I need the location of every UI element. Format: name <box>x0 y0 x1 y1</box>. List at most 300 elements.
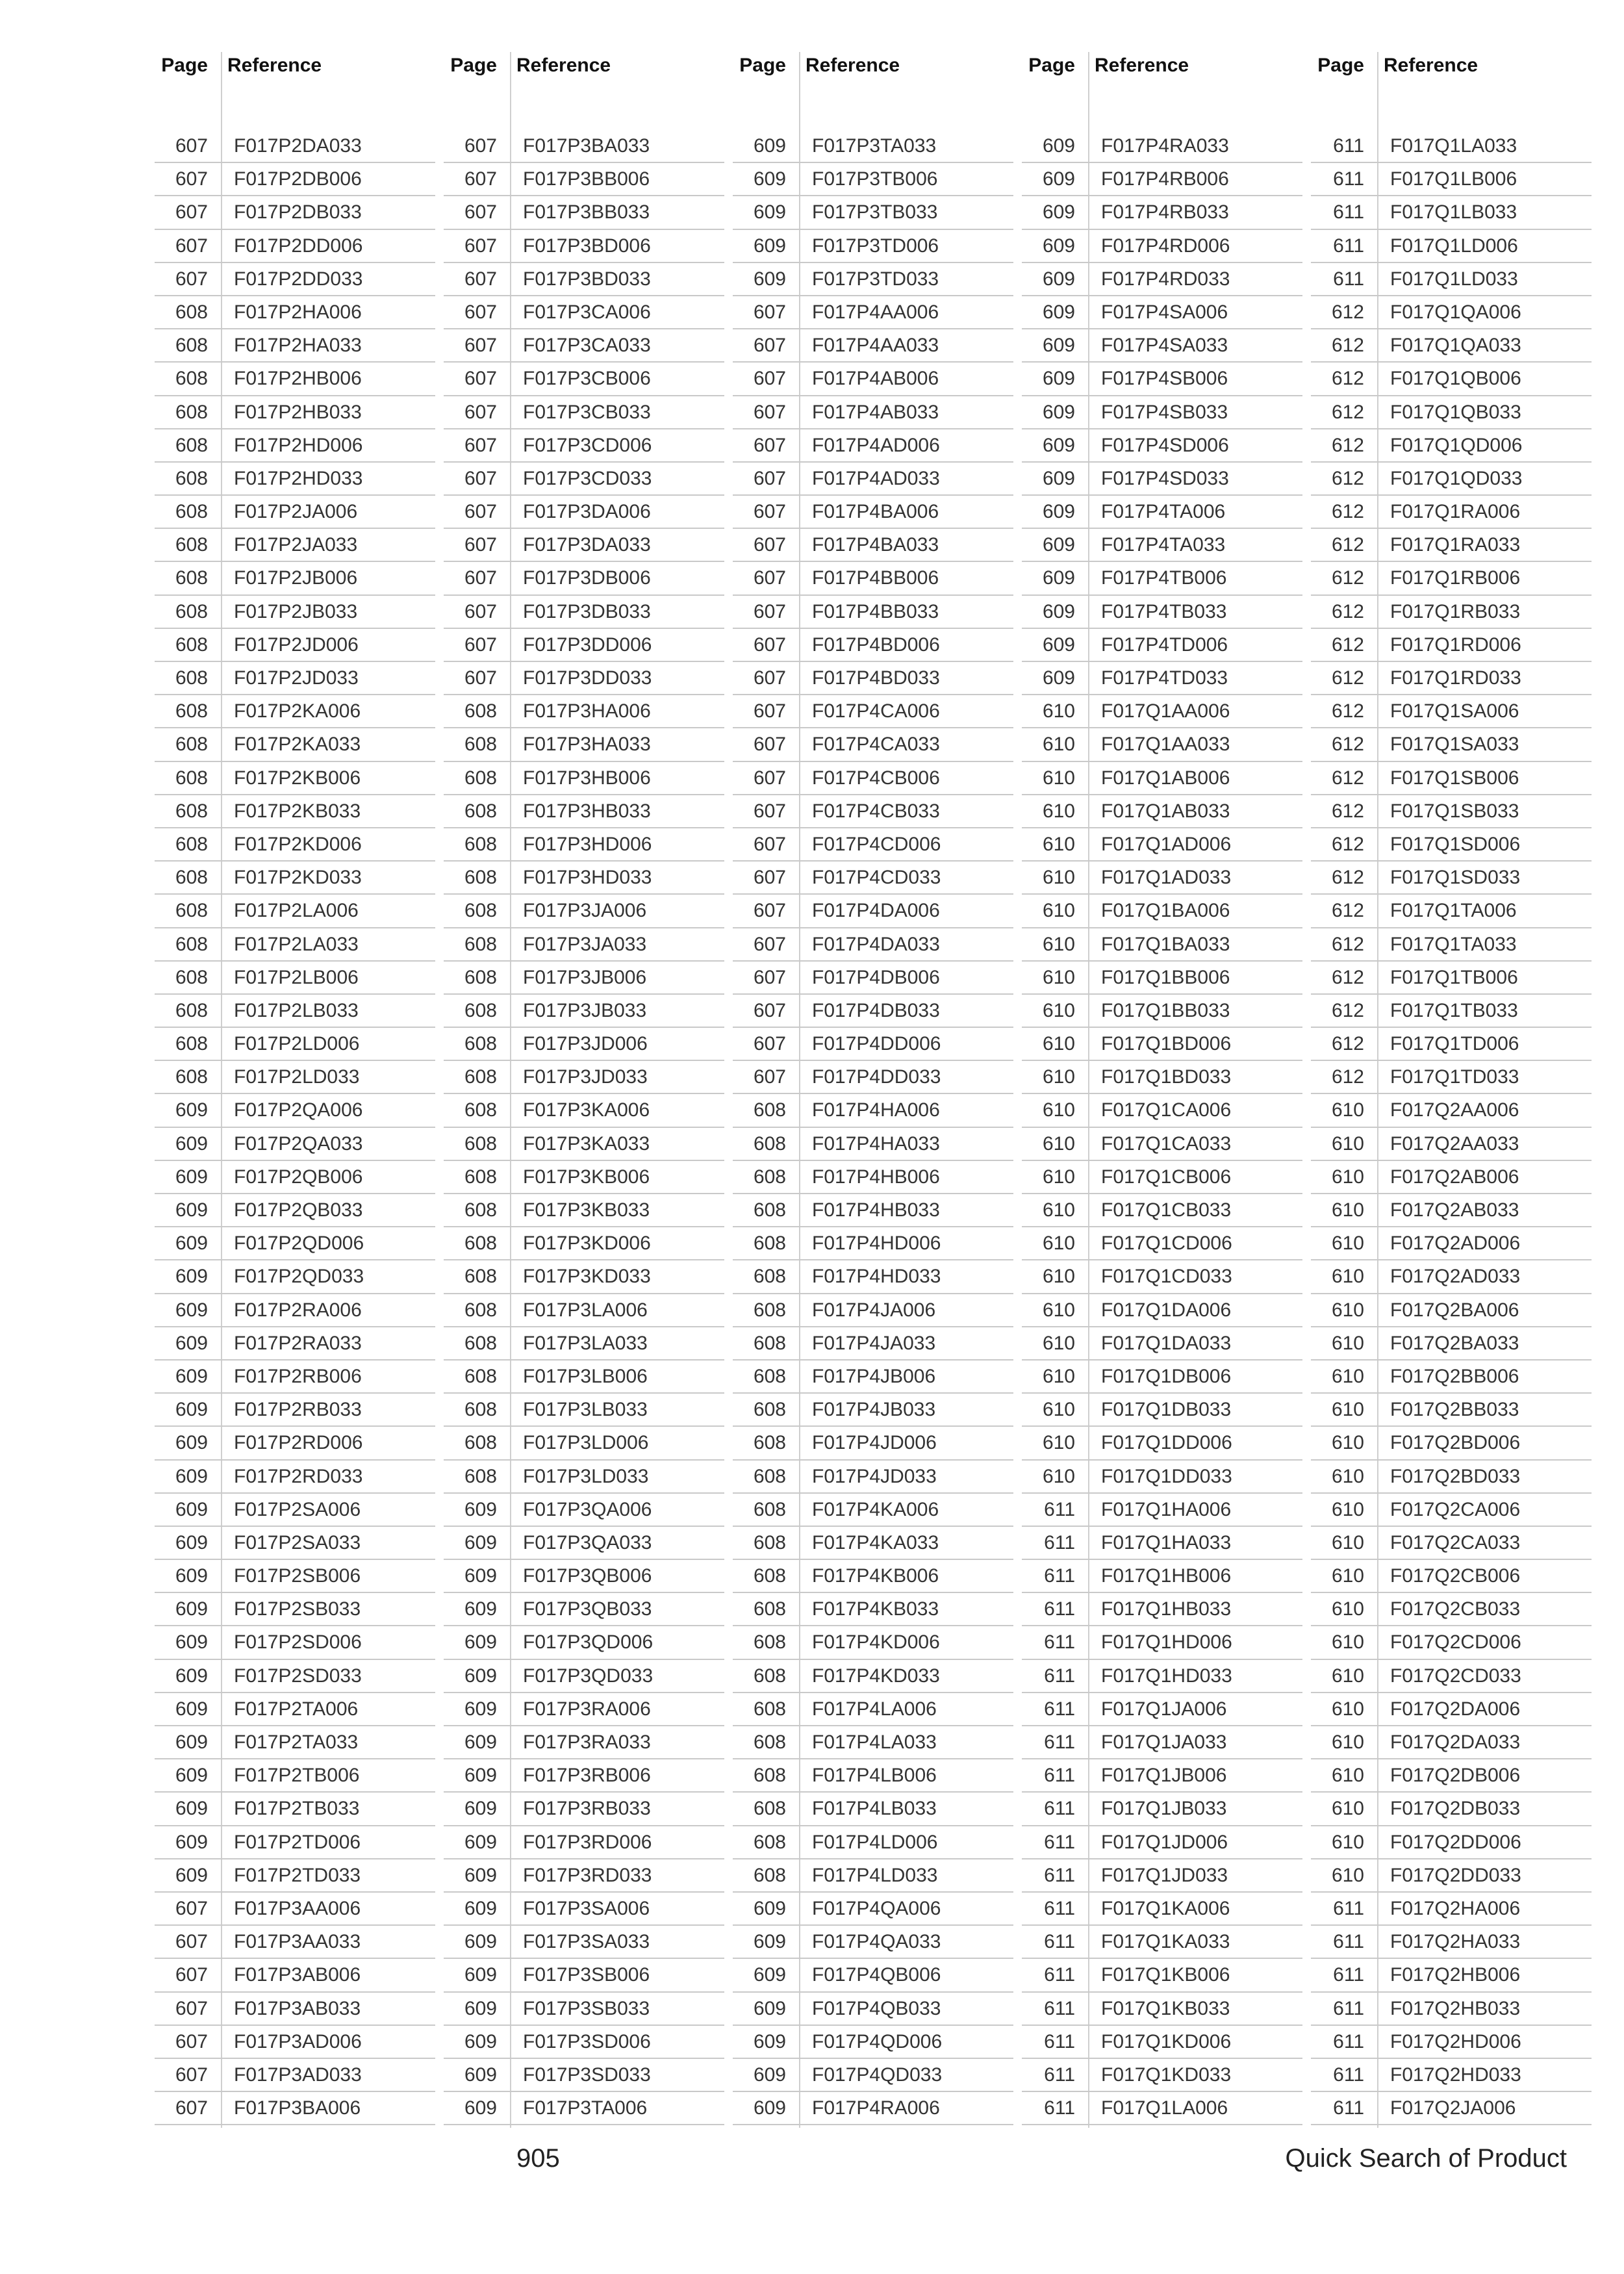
table-row <box>1023 728 1302 761</box>
reference-cell: F017P3KA006 <box>523 1099 650 1121</box>
page-cell: 610 <box>1331 1831 1364 1853</box>
reference-cell: F017Q1RA006 <box>1390 501 1521 523</box>
reference-cell: F017Q2AD006 <box>1390 1233 1521 1255</box>
page-cell: 608 <box>175 767 208 789</box>
reference-cell: F017P2LB033 <box>234 999 359 1021</box>
column-header <box>734 52 1013 78</box>
page-cell: 609 <box>464 1498 497 1520</box>
reference-cell: F017Q1TD033 <box>1390 1066 1519 1088</box>
table-row <box>1312 1693 1592 1726</box>
page-cell: 608 <box>175 600 208 622</box>
reference-cell: F017P4AA006 <box>812 301 939 323</box>
table-row <box>156 529 435 562</box>
reference-cell: F017P2TB033 <box>234 1798 360 1820</box>
reference-cell: F017Q2JA006 <box>1390 2097 1516 2119</box>
table-row <box>1023 1461 1302 1494</box>
page-cell: 611 <box>1333 2063 1364 2086</box>
table-row <box>734 363 1013 396</box>
table-row <box>156 1527 435 1560</box>
table-row <box>1312 296 1592 329</box>
reference-cell: F017P3KB006 <box>523 1166 650 1188</box>
page-cell: 607 <box>464 534 497 556</box>
table-row <box>156 1626 435 1659</box>
page-cell: 607 <box>753 467 786 489</box>
page-cell: 608 <box>753 1132 786 1155</box>
page-cell: 607 <box>464 434 497 456</box>
page-cell: 609 <box>175 1266 208 1288</box>
table-row <box>1312 1327 1592 1361</box>
reference-cell: F017P3DB006 <box>523 567 651 589</box>
reference-cell: F017P4CD033 <box>812 867 941 889</box>
page-cell: 611 <box>1333 235 1364 257</box>
page-cell: 607 <box>175 1964 208 1986</box>
reference-cell: F017Q2CB006 <box>1390 1565 1521 1587</box>
reference-cell: F017Q1DA033 <box>1101 1332 1232 1354</box>
table-row <box>1023 1260 1302 1294</box>
table-row <box>445 828 724 862</box>
reference-cell: F017Q1LD033 <box>1390 268 1518 290</box>
reference-cell: F017Q1BD006 <box>1101 1033 1232 1055</box>
page-cell: 610 <box>1331 1598 1364 1620</box>
page-cell: 609 <box>1042 235 1075 257</box>
reference-cell: F017P3CD033 <box>523 467 652 489</box>
reference-cell: F017P4RB006 <box>1101 168 1229 190</box>
reference-cell: F017P4KD033 <box>812 1665 940 1687</box>
reference-cell: F017P4DA033 <box>812 933 940 955</box>
page-cell: 611 <box>1044 1931 1075 1953</box>
table-row <box>1312 1793 1592 1826</box>
reference-cell: F017P4DA006 <box>812 900 940 922</box>
page-cell: 608 <box>753 1399 786 1421</box>
reference-cell: F017P4KD006 <box>812 1631 940 1654</box>
reference-cell: F017Q2AB033 <box>1390 1199 1519 1221</box>
reference-cell: F017P3HA006 <box>523 700 651 722</box>
table-row <box>156 230 435 263</box>
reference-cell: F017Q1SD006 <box>1390 833 1521 855</box>
page-cell: 609 <box>175 1665 208 1687</box>
page-cell: 607 <box>753 667 786 689</box>
page-cell: 608 <box>753 1864 786 1886</box>
page-cell: 607 <box>753 1033 786 1055</box>
reference-cell: F017Q1KD033 <box>1101 2063 1232 2086</box>
table-row <box>445 329 724 363</box>
table-row <box>445 962 724 995</box>
table-row <box>734 2026 1013 2059</box>
table-row <box>1023 1227 1302 1260</box>
reference-cell: F017Q1JD006 <box>1101 1831 1228 1853</box>
page-cell: 612 <box>1331 867 1364 889</box>
page-cell: 607 <box>175 1931 208 1953</box>
table-row <box>156 1893 435 1926</box>
page-cell: 611 <box>1333 1897 1364 1919</box>
table-row <box>1312 1660 1592 1693</box>
reference-cell: F017P2KB033 <box>234 800 361 822</box>
page-cell: 610 <box>1331 1765 1364 1787</box>
reference-cell: F017P3JD033 <box>523 1066 648 1088</box>
reference-cell: F017Q2BA033 <box>1390 1332 1519 1354</box>
reference-cell: F017Q2AA033 <box>1390 1132 1519 1155</box>
reference-cell: F017P3KD033 <box>523 1266 651 1288</box>
page-cell: 611 <box>1044 1665 1075 1687</box>
reference-cell: F017Q2HD006 <box>1390 2030 1521 2052</box>
table-row <box>734 795 1013 828</box>
table-row <box>156 1394 435 1427</box>
reference-cell: F017Q2DD006 <box>1390 1831 1521 1853</box>
table-row <box>734 828 1013 862</box>
page-cell: 612 <box>1331 401 1364 423</box>
page-cell: 608 <box>464 1132 497 1155</box>
page-cell: 612 <box>1331 434 1364 456</box>
reference-cell: F017Q1QD006 <box>1390 434 1523 456</box>
reference-cell: F017Q1KB033 <box>1101 1997 1230 2019</box>
reference-cell: F017P3RB006 <box>523 1765 651 1787</box>
reference-cell: F017P3BB006 <box>523 168 650 190</box>
page-cell: 607 <box>753 800 786 822</box>
reference-cell: F017P3DA033 <box>523 534 651 556</box>
table-row <box>156 1260 435 1294</box>
reference-cell: F017Q1CD006 <box>1101 1233 1232 1255</box>
reference-cell: F017P4AB033 <box>812 401 939 423</box>
table-row <box>1023 895 1302 928</box>
page-cell: 609 <box>175 1199 208 1221</box>
reference-cell: F017P4AB006 <box>812 368 939 390</box>
table-row <box>156 2026 435 2059</box>
reference-cell: F017P2HB033 <box>234 401 362 423</box>
reference-cell: F017P3DD006 <box>523 633 652 656</box>
reference-cell: F017P4TD006 <box>1101 633 1228 656</box>
reference-cell: F017P4QB006 <box>812 1964 941 1986</box>
reference-cell: F017P4LB033 <box>812 1798 937 1820</box>
table-row <box>156 296 435 329</box>
table-row <box>734 2092 1013 2125</box>
reference-cell: F017P3QB006 <box>523 1565 652 1587</box>
reference-cell: F017P4BB006 <box>812 567 939 589</box>
table-row <box>445 1461 724 1494</box>
table-row <box>734 695 1013 728</box>
reference-cell: F017P4DB033 <box>812 999 940 1021</box>
page-cell: 608 <box>175 401 208 423</box>
table-row <box>1023 196 1302 229</box>
table-row <box>445 496 724 529</box>
table-row <box>1023 596 1302 629</box>
page-cell: 608 <box>464 1332 497 1354</box>
table-row <box>1023 962 1302 995</box>
reference-column-heading: Reference <box>806 55 900 76</box>
table-row <box>1312 2059 1592 2092</box>
reference-cell: F017P2QB006 <box>234 1166 363 1188</box>
page-cell: 609 <box>464 1931 497 1953</box>
page-cell: 609 <box>753 2063 786 2086</box>
reference-cell: F017Q1LB033 <box>1390 201 1517 224</box>
table-row <box>734 662 1013 695</box>
reference-cell: F017Q1AD006 <box>1101 833 1232 855</box>
table-row <box>156 396 435 429</box>
table-row <box>156 1061 435 1094</box>
reference-cell: F017P3CB006 <box>523 368 651 390</box>
reference-cell: F017Q1DB033 <box>1101 1399 1232 1421</box>
reference-cell: F017P3RA006 <box>523 1698 651 1720</box>
reference-cell: F017Q1LA006 <box>1101 2097 1228 2119</box>
page-cell: 607 <box>175 168 208 190</box>
reference-cell: F017P3QD033 <box>523 1665 653 1687</box>
page-cell: 609 <box>464 2097 497 2119</box>
table-row <box>734 263 1013 296</box>
table-row <box>156 862 435 895</box>
table-row <box>445 1560 724 1593</box>
table-row <box>734 1461 1013 1494</box>
page-cell: 607 <box>175 135 208 157</box>
page-cell: 607 <box>175 2030 208 2052</box>
table-row <box>156 130 435 163</box>
page-cell: 609 <box>175 1432 208 1454</box>
reference-cell: F017P3LD033 <box>523 1465 649 1487</box>
page-cell: 610 <box>1042 734 1075 756</box>
reference-cell: F017Q1KA006 <box>1101 1897 1230 1919</box>
table-row <box>1312 230 1592 263</box>
reference-column-heading: Reference <box>516 55 611 76</box>
page-cell: 609 <box>175 1365 208 1387</box>
table-row <box>734 928 1013 962</box>
page-cell: 608 <box>175 368 208 390</box>
table-row <box>1312 1461 1592 1494</box>
table-row <box>1023 1194 1302 1227</box>
reference-column-heading: Reference <box>1384 55 1478 76</box>
reference-cell: F017Q1JA006 <box>1101 1698 1227 1720</box>
page-cell: 607 <box>753 767 786 789</box>
table-row <box>156 1227 435 1260</box>
table-row <box>156 1427 435 1460</box>
table-row <box>1312 1560 1592 1593</box>
page-cell: 608 <box>175 966 208 988</box>
reference-cell: F017P2JD033 <box>234 667 359 689</box>
reference-cell: F017P3LA006 <box>523 1299 648 1321</box>
page-cell: 608 <box>464 1233 497 1255</box>
table-row <box>1312 562 1592 595</box>
page-cell: 610 <box>1042 1432 1075 1454</box>
table-row <box>445 562 724 595</box>
page-cell: 608 <box>753 1665 786 1687</box>
page-cell: 609 <box>753 201 786 224</box>
page-cell: 608 <box>175 335 208 357</box>
reference-cell: F017P3QA006 <box>523 1498 652 1520</box>
page-cell: 612 <box>1331 368 1364 390</box>
page-cell: 612 <box>1331 301 1364 323</box>
page-cell: 607 <box>175 1997 208 2019</box>
reference-cell: F017P4TB033 <box>1101 600 1227 622</box>
page-cell: 609 <box>753 2097 786 2119</box>
table-row <box>734 1993 1013 2026</box>
page-cell: 609 <box>1042 301 1075 323</box>
page-cell: 609 <box>175 1465 208 1487</box>
table-row <box>445 1061 724 1094</box>
table-row <box>734 1361 1013 1394</box>
table-row <box>1023 496 1302 529</box>
reference-cell: F017P2RA033 <box>234 1332 362 1354</box>
page-cell: 608 <box>464 867 497 889</box>
reference-cell: F017P3SB033 <box>523 1997 650 2019</box>
page-cell: 611 <box>1044 1631 1075 1654</box>
page-cell: 608 <box>753 1598 786 1620</box>
reference-cell: F017P2QA033 <box>234 1132 363 1155</box>
table-row <box>445 429 724 463</box>
page-cell: 607 <box>753 966 786 988</box>
reference-cell: F017Q1TA033 <box>1390 933 1517 955</box>
page-cell: 607 <box>464 168 497 190</box>
table-row <box>1312 1128 1592 1161</box>
page-cell: 612 <box>1331 966 1364 988</box>
page-cell: 609 <box>175 1498 208 1520</box>
page-cell: 608 <box>753 1365 786 1387</box>
page-cell: 611 <box>1044 1765 1075 1787</box>
reference-cell: F017P3KB033 <box>523 1199 650 1221</box>
table-row <box>1023 1893 1302 1926</box>
index-column-2 <box>445 52 724 2119</box>
reference-cell: F017P4QB033 <box>812 1997 941 2019</box>
table-row <box>1023 1327 1302 1361</box>
page-cell: 609 <box>464 1598 497 1620</box>
reference-cell: F017Q1HD033 <box>1101 1665 1232 1687</box>
page-cell: 612 <box>1331 767 1364 789</box>
reference-cell: F017Q2BB006 <box>1390 1365 1519 1387</box>
page-cell: 607 <box>175 1897 208 1919</box>
page-cell: 609 <box>1042 501 1075 523</box>
reference-cell: F017P3DA006 <box>523 501 651 523</box>
table-row <box>1312 163 1592 196</box>
table-row <box>445 529 724 562</box>
page-cell: 612 <box>1331 800 1364 822</box>
page-cell: 607 <box>753 434 786 456</box>
page-cell: 608 <box>175 534 208 556</box>
page-cell: 608 <box>464 1099 497 1121</box>
page-cell: 608 <box>175 833 208 855</box>
reference-cell: F017Q1QA033 <box>1390 335 1521 357</box>
page-cell: 610 <box>1331 1465 1364 1487</box>
table-row <box>734 1560 1013 1593</box>
section-title: Quick Search of Product <box>1285 2144 1567 2173</box>
reference-cell: F017P2RA006 <box>234 1299 362 1321</box>
table-row <box>156 1959 435 1992</box>
table-row <box>1023 928 1302 962</box>
table-row <box>445 1660 724 1693</box>
reference-cell: F017P4TA033 <box>1101 534 1226 556</box>
table-row <box>734 1593 1013 1626</box>
table-row <box>734 1394 1013 1427</box>
page-cell: 609 <box>175 1598 208 1620</box>
page-cell: 609 <box>175 1765 208 1787</box>
table-row <box>1023 1161 1302 1194</box>
table-row <box>445 1260 724 1294</box>
page-cell: 610 <box>1331 1299 1364 1321</box>
page-cell: 609 <box>464 1897 497 1919</box>
table-row <box>445 1494 724 1527</box>
reference-cell: F017P4SD033 <box>1101 467 1229 489</box>
page-cell: 609 <box>464 1731 497 1753</box>
reference-cell: F017P2HD006 <box>234 434 363 456</box>
reference-cell: F017P4DD033 <box>812 1066 941 1088</box>
reference-cell: F017P4LB006 <box>812 1765 937 1787</box>
table-row <box>1312 695 1592 728</box>
reference-cell: F017Q1QB006 <box>1390 368 1521 390</box>
reference-cell: F017Q1LD006 <box>1390 235 1518 257</box>
table-row <box>445 928 724 962</box>
page-cell: 608 <box>175 800 208 822</box>
page-cell: 610 <box>1042 1399 1075 1421</box>
table-row <box>1312 263 1592 296</box>
table-row <box>1312 1593 1592 1626</box>
reference-cell: F017P3TB006 <box>812 168 938 190</box>
reference-cell: F017Q1SA033 <box>1390 734 1519 756</box>
reference-cell: F017Q1LA033 <box>1390 135 1517 157</box>
page-cell: 608 <box>753 1332 786 1354</box>
table-row <box>1023 363 1302 396</box>
table-row <box>1312 1926 1592 1959</box>
reference-cell: F017Q1TB006 <box>1390 966 1518 988</box>
table-row <box>1023 230 1302 263</box>
reference-cell: F017P2SB006 <box>234 1565 361 1587</box>
reference-cell: F017Q1HA006 <box>1101 1498 1232 1520</box>
page-cell: 608 <box>464 1199 497 1221</box>
page-cell: 608 <box>464 900 497 922</box>
table-row <box>734 529 1013 562</box>
reference-cell: F017Q2BB033 <box>1390 1399 1519 1421</box>
reference-cell: F017P4CA033 <box>812 734 940 756</box>
page-cell: 610 <box>1042 999 1075 1021</box>
reference-cell: F017P4LA006 <box>812 1698 937 1720</box>
page-cell: 611 <box>1044 1565 1075 1587</box>
table-row <box>734 596 1013 629</box>
page-cell: 607 <box>175 201 208 224</box>
table-row <box>1023 1560 1302 1593</box>
table-row <box>1023 1394 1302 1427</box>
page-cell: 608 <box>175 933 208 955</box>
reference-cell: F017Q1AD033 <box>1101 867 1232 889</box>
reference-cell: F017Q2AD033 <box>1390 1266 1521 1288</box>
table-row <box>156 1128 435 1161</box>
reference-cell: F017P3HA033 <box>523 734 651 756</box>
reference-cell: F017Q1RB033 <box>1390 600 1521 622</box>
page-cell: 607 <box>175 235 208 257</box>
reference-cell: F017P3SD006 <box>523 2030 651 2052</box>
page-cell: 611 <box>1044 1531 1075 1553</box>
page-cell: 609 <box>753 1964 786 1986</box>
table-row <box>734 230 1013 263</box>
reference-cell: F017P3AA033 <box>234 1931 361 1953</box>
page-cell: 611 <box>1044 1798 1075 1820</box>
page-cell: 609 <box>464 2063 497 2086</box>
table-row <box>734 2059 1013 2092</box>
page-cell: 609 <box>464 1631 497 1654</box>
column-header <box>1023 52 1302 78</box>
table-row <box>445 1926 724 1959</box>
reference-cell: F017P4LA033 <box>812 1731 937 1753</box>
page-cell: 608 <box>464 700 497 722</box>
page-column-heading: Page <box>161 55 208 76</box>
page-cell: 608 <box>753 1498 786 1520</box>
table-row <box>1312 1826 1592 1859</box>
page-cell: 608 <box>464 1365 497 1387</box>
reference-cell: F017Q1HB006 <box>1101 1565 1232 1587</box>
table-row <box>1023 1993 1302 2026</box>
reference-cell: F017P4JB006 <box>812 1365 936 1387</box>
table-row <box>1023 1128 1302 1161</box>
page-cell: 608 <box>464 734 497 756</box>
reference-cell: F017Q1QD033 <box>1390 467 1523 489</box>
page-cell: 608 <box>753 1099 786 1121</box>
table-row <box>1023 1859 1302 1893</box>
table-row <box>1312 2026 1592 2059</box>
reference-cell: F017P3AD033 <box>234 2063 362 2086</box>
table-row <box>1023 263 1302 296</box>
